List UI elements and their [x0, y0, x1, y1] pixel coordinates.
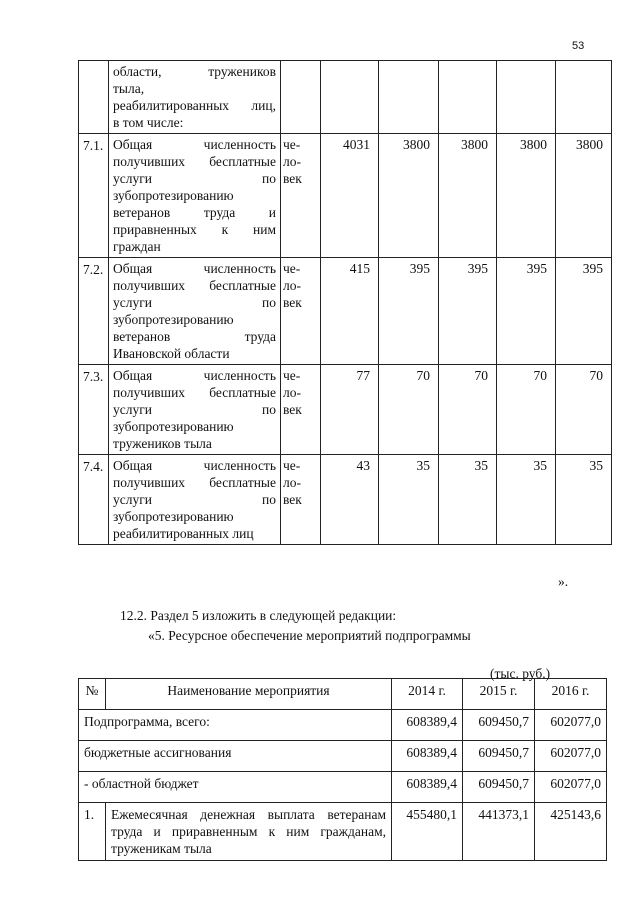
- unit-line: ло-: [283, 154, 301, 169]
- table-row: [79, 134, 612, 258]
- value-cell: 455480,1: [392, 803, 463, 861]
- row-number: 7.2.: [79, 258, 109, 365]
- value-cell: 609450,7: [463, 710, 535, 741]
- unit-line: че-: [283, 368, 301, 383]
- name-line: в том числе:: [113, 115, 184, 130]
- name-line: реабилитированных лиц: [113, 526, 254, 541]
- value-cell: 3800: [439, 134, 497, 258]
- unit-line: век: [283, 171, 302, 186]
- indicators-table: [78, 60, 612, 545]
- unit-line: век: [283, 295, 302, 310]
- row-label: Подпрограмма, всего:: [79, 710, 392, 741]
- column-header: №: [79, 679, 106, 710]
- empty-cell: [497, 61, 556, 134]
- table-row: [79, 61, 612, 134]
- unit-cell: [281, 365, 321, 455]
- name-line: зубопротезированию: [113, 419, 234, 434]
- name-line: реабилитированных лиц,: [113, 98, 276, 113]
- name-line: ветеранов труда: [113, 329, 276, 344]
- row-number: 1.: [79, 803, 106, 861]
- name-line: услуги по: [113, 402, 276, 417]
- indicator-name: [109, 455, 281, 545]
- name-line: получивших бесплатные: [113, 154, 276, 169]
- name-line: услуги по: [113, 171, 276, 186]
- unit-line: ло-: [283, 278, 301, 293]
- row-number: 7.3.: [79, 365, 109, 455]
- name-line: приравненных к ним: [113, 222, 276, 237]
- units-label: (тыс. руб.): [490, 666, 551, 681]
- value-cell: 608389,4: [392, 710, 463, 741]
- value-cell: 35: [497, 455, 556, 545]
- paragraph-section-instruction: 12.2. Раздел 5 изложить в следующей редакции:: [120, 608, 397, 623]
- value-cell: 35: [379, 455, 439, 545]
- name-line: ветеранов труда и: [113, 205, 276, 220]
- paragraph-section-title: «5. Ресурсное обеспечение мероприятий подпрограммы: [148, 628, 471, 643]
- name-line: Общая численность: [113, 368, 276, 383]
- table-row: [79, 772, 607, 803]
- value-cell: 441373,1: [463, 803, 535, 861]
- value-cell: 43: [321, 455, 379, 545]
- closing-quote: ».: [558, 574, 569, 589]
- column-header: 2015 г.: [463, 679, 535, 710]
- name-line: услуги по: [113, 492, 276, 507]
- unit-line: че-: [283, 137, 301, 152]
- name-line: тыла,: [113, 81, 145, 96]
- indicator-name: [109, 258, 281, 365]
- value-cell: 602077,0: [535, 772, 607, 803]
- name-line: тружеников тыла: [113, 436, 212, 451]
- header-row: [79, 679, 607, 710]
- table-row: [79, 258, 612, 365]
- row-number: 7.4.: [79, 455, 109, 545]
- column-header: Наименование мероприятия: [106, 679, 392, 710]
- empty-cell: [556, 61, 612, 134]
- value-cell: 425143,6: [535, 803, 607, 861]
- value-cell: 3800: [497, 134, 556, 258]
- num-cell: [79, 61, 109, 134]
- value-cell: 609450,7: [463, 741, 535, 772]
- value-cell: 602077,0: [535, 710, 607, 741]
- row-number: 7.1.: [79, 134, 109, 258]
- value-cell: 395: [497, 258, 556, 365]
- page-number: 53: [572, 40, 585, 52]
- name-line: зубопротезированию: [113, 312, 234, 327]
- name-line: зубопротезированию: [113, 188, 234, 203]
- name-line: получивших бесплатные: [113, 475, 276, 490]
- unit-line: ло-: [283, 385, 301, 400]
- name-line: Общая численность: [113, 261, 276, 276]
- indicator-name: [109, 134, 281, 258]
- value-cell: 3800: [379, 134, 439, 258]
- name-line: получивших бесплатные: [113, 385, 276, 400]
- name-line: Общая численность: [113, 458, 276, 473]
- value-cell: 608389,4: [392, 741, 463, 772]
- unit-line: че-: [283, 261, 301, 276]
- value-cell: 35: [439, 455, 497, 545]
- value-cell: 77: [321, 365, 379, 455]
- value-cell: 4031: [321, 134, 379, 258]
- table-row: [79, 365, 612, 455]
- value-cell: 70: [379, 365, 439, 455]
- empty-cell: [281, 61, 321, 134]
- value-cell: 602077,0: [535, 741, 607, 772]
- unit-line: че-: [283, 458, 301, 473]
- name-line: Ивановской области: [113, 346, 230, 361]
- value-cell: 395: [439, 258, 497, 365]
- unit-cell: [281, 455, 321, 545]
- table-row: [79, 803, 607, 861]
- value-cell: 609450,7: [463, 772, 535, 803]
- unit-line: век: [283, 402, 302, 417]
- column-header: 2014 г.: [392, 679, 463, 710]
- indicator-name: [109, 365, 281, 455]
- value-cell: 70: [556, 365, 612, 455]
- unit-cell: [281, 134, 321, 258]
- row-label: - областной бюджет: [79, 772, 392, 803]
- value-cell: 35: [556, 455, 612, 545]
- value-cell: 395: [556, 258, 612, 365]
- name-line: граждан: [113, 239, 161, 254]
- empty-cell: [439, 61, 497, 134]
- value-cell: 395: [379, 258, 439, 365]
- empty-cell: [379, 61, 439, 134]
- measure-name: Ежемесячная денежная выплата ветеранам труда и приравненным к ним гражданам, труженикам тыла: [106, 803, 392, 861]
- unit-line: век: [283, 492, 302, 507]
- name-line: области, тружеников: [113, 64, 276, 79]
- value-cell: 70: [439, 365, 497, 455]
- unit-line: ло-: [283, 475, 301, 490]
- column-header: 2016 г.: [535, 679, 607, 710]
- name-line: услуги по: [113, 295, 276, 310]
- value-cell: 70: [497, 365, 556, 455]
- row-label: бюджетные ассигнования: [79, 741, 392, 772]
- name-line: зубопротезированию: [113, 509, 234, 524]
- value-cell: 415: [321, 258, 379, 365]
- empty-cell: [321, 61, 379, 134]
- table-row: [79, 741, 607, 772]
- resources-table: [78, 678, 607, 861]
- value-cell: 3800: [556, 134, 612, 258]
- unit-cell: [281, 258, 321, 365]
- value-cell: 608389,4: [392, 772, 463, 803]
- table-row: [79, 455, 612, 545]
- table-row: [79, 710, 607, 741]
- name-line: получивших бесплатные: [113, 278, 276, 293]
- name-line: Общая численность: [113, 137, 276, 152]
- name-cell: [109, 61, 281, 134]
